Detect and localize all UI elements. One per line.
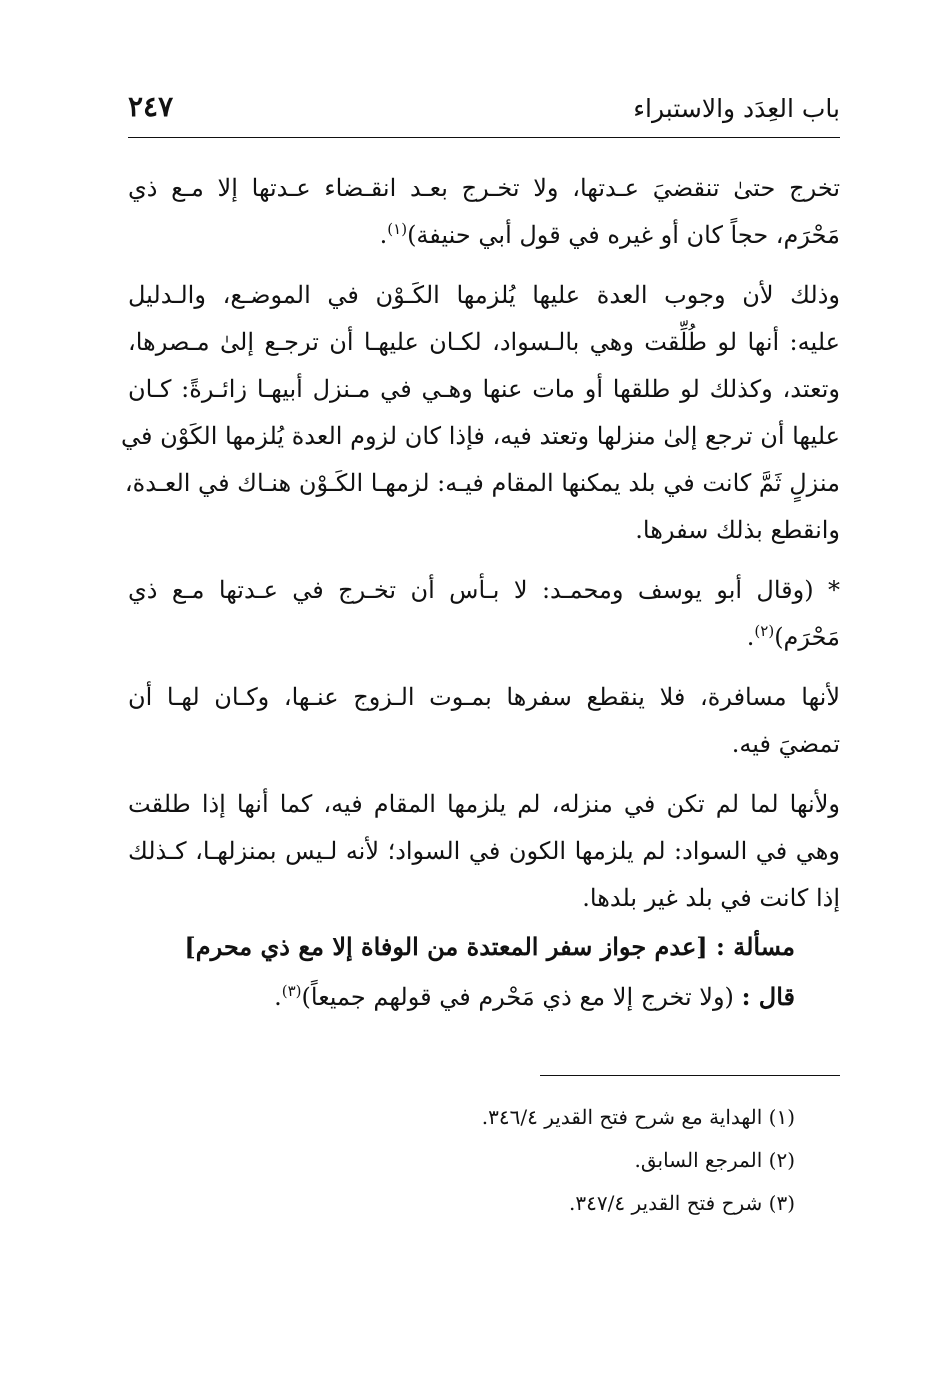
text-line: منزلٍ ثَمَّ كانت في بلد يمكنها المقام فيـه: لزمهـا الكَـوْن هنـاك في العـدة، xyxy=(124,469,840,497)
text-line: عليها أن ترجع إلىٰ منزلها وتعتد فيه، فإذا كان لزوم العدة يُلزمها الكَوْن في xyxy=(121,422,840,450)
quote-text: (ولا تخرج إلا مع ذي مَحْرم في قولهم جميعاً) xyxy=(301,983,734,1011)
paragraph xyxy=(128,567,840,661)
issue-title: [عدم جواز سفر المعتدة من الوفاة إلا مع ذي محرم] xyxy=(184,932,708,961)
paragraph xyxy=(128,781,840,922)
footnotes xyxy=(128,1075,840,1225)
text-line: تمضيَ فيه. xyxy=(731,730,840,758)
period: . xyxy=(746,623,755,651)
text-line: تخرج حتىٰ تنقضيَ عـدتها، ولا تخـرج بعـد انقـضاء عـدتها إلا مـع ذي xyxy=(128,174,840,202)
period: . xyxy=(274,983,282,1011)
text-segment: مَحْرَم، حجاً كان أو غيره في قول أبي حنيفة) xyxy=(407,221,840,249)
text-line: ولأنها لما لم تكن في منزله، لم يلزمها المقام فيه، كما أنها إذا طلقت xyxy=(128,790,840,818)
text-line: إذا كانت في بلد غير بلدها. xyxy=(582,884,840,912)
footnote-ref: (٣) xyxy=(281,982,302,1000)
footnote: (٣) شرح فتح القدير ٣٤٧/٤. xyxy=(569,1191,795,1215)
text-line: * (وقال أبو يوسف ومحمـد: لا بـأس أن تخـرج في عـدتها مـع ذي xyxy=(128,576,840,604)
quote-label: قال : xyxy=(741,982,795,1011)
header-rule xyxy=(128,137,840,138)
page-header xyxy=(128,90,840,132)
period: . xyxy=(379,221,388,249)
footnote: (٢) المرجع السابق. xyxy=(634,1148,795,1172)
text-line xyxy=(128,614,840,661)
text-line: وذلك لأن وجوب العدة عليها يُلزمها الكَـوْن في الموضـع، والـدليل xyxy=(128,281,841,309)
text-line: وانقطع بذلك سفرها. xyxy=(635,516,840,544)
paragraph xyxy=(128,674,840,768)
footnote-rule xyxy=(540,1075,840,1076)
footnote-ref: (٢) xyxy=(754,622,775,640)
issue-label: مسألة : xyxy=(716,932,795,961)
footnote: (١) الهداية مع شرح فتح القدير ٣٤٦/٤. xyxy=(481,1105,795,1129)
page-number: ٢٤٧ xyxy=(128,90,174,123)
paragraph xyxy=(121,272,841,554)
text-line: وهي في السواد: لم يلزمها الكون في السواد؛ لأنه لـيس بمنزلهـا، كـذلك xyxy=(128,837,841,865)
text-segment: مَحْرَم) xyxy=(774,623,840,651)
issue-heading xyxy=(128,922,795,972)
page-body xyxy=(121,165,841,1022)
text-line: وتعتد، وكذلك لو طلقها أو مات عنها وهـي في مـنزل أبيهـا زائـرةً: كـان xyxy=(128,375,840,403)
quote-line xyxy=(128,972,795,1022)
text-line: عليه: أنها لو طُلِّقت وهي بالـسواد، لكـان عليهـا أن ترجـع إلىٰ مـصرها، xyxy=(128,328,840,356)
text-line xyxy=(128,212,840,259)
text-line: لأنها مسافرة، فلا ينقطع سفرها بمـوت الـزوج عنـها، وكـان لهـا أن xyxy=(128,683,840,711)
footnote-ref: (١) xyxy=(387,220,408,238)
paragraph xyxy=(128,165,840,259)
chapter-title: باب العِدَد والاستبراء xyxy=(633,94,840,123)
